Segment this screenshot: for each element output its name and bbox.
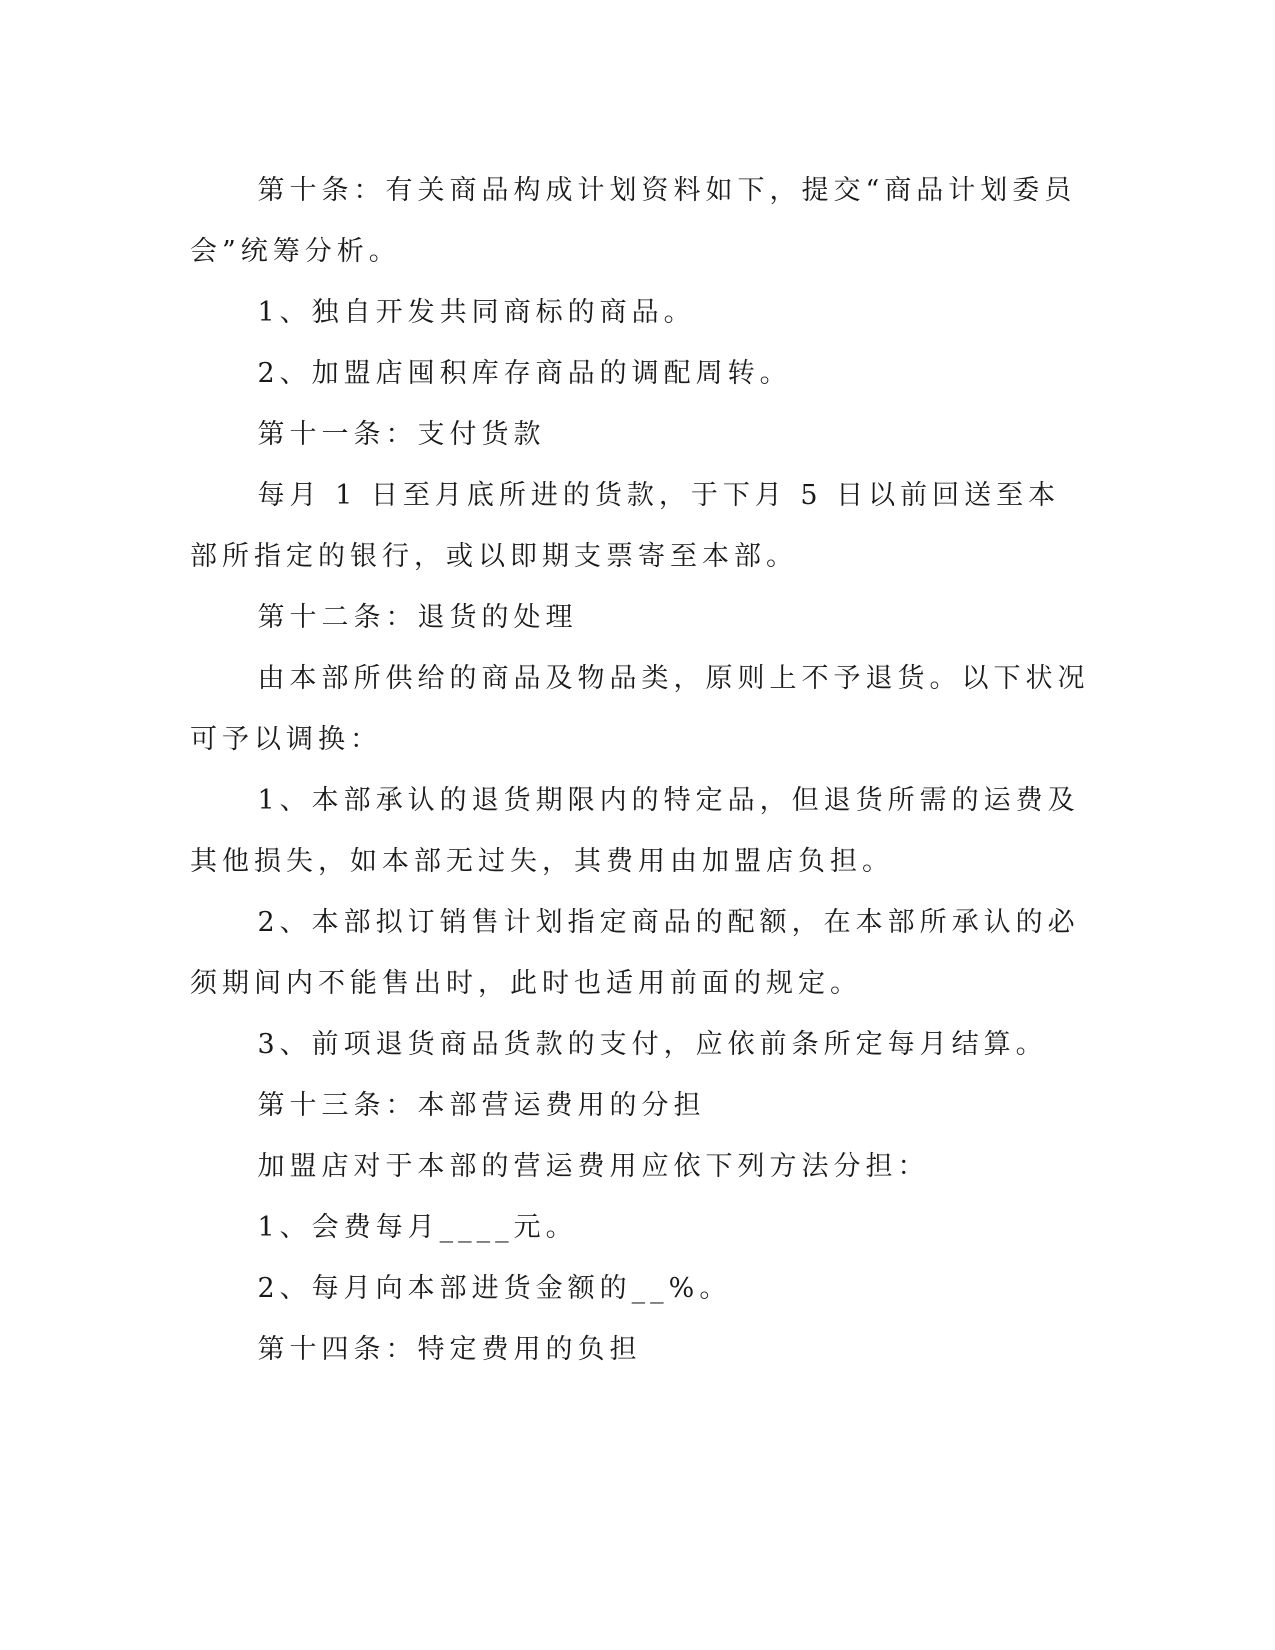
- return-policy-paragraph: 由本部所供给的商品及物品类，原则上不予退货。以下状况可予以调换：: [190, 663, 1090, 755]
- list-item: 3、前项退货商品货款的支付，应依前条所定每月结算。: [257, 1029, 1048, 1060]
- fee-sharing-paragraph: 加盟店对于本部的营运费用应依下列方法分担：: [257, 1151, 930, 1182]
- list-item: 1、会费每月____元。: [257, 1212, 578, 1243]
- article-13-heading: 第十三条：本部营运费用的分担: [257, 1090, 706, 1121]
- list-item: 2、每月向本部进货金额的__%。: [257, 1273, 732, 1304]
- list-item: 2、本部拟订销售计划指定商品的配额，在本部所承认的必须期间内不能售出时，此时也适用前面的规定。: [190, 907, 1080, 999]
- list-item: 1、本部承认的退货期限内的特定品，但退货所需的运费及其他损失，如本部无过失，其费用由加盟店负担。: [190, 785, 1080, 877]
- payment-paragraph: 每月 1 日至月底所进的货款，于下月 5 日以前回送至本部所指定的银行，或以即期支票寄至本部。: [190, 480, 1061, 572]
- list-item: 2、加盟店囤积库存商品的调配周转。: [257, 358, 792, 389]
- article-14-heading: 第十四条：特定费用的负担: [257, 1334, 642, 1365]
- article-12-heading: 第十二条：退货的处理: [257, 602, 578, 633]
- article-11-heading: 第十一条：支付货款: [257, 419, 546, 450]
- list-item: 1、独自开发共同商标的商品。: [257, 297, 696, 328]
- article-10-paragraph: 第十条：有关商品构成计划资料如下，提交“商品计划委员会”统筹分析。: [190, 175, 1077, 267]
- document-body: [190, 160, 1090, 1380]
